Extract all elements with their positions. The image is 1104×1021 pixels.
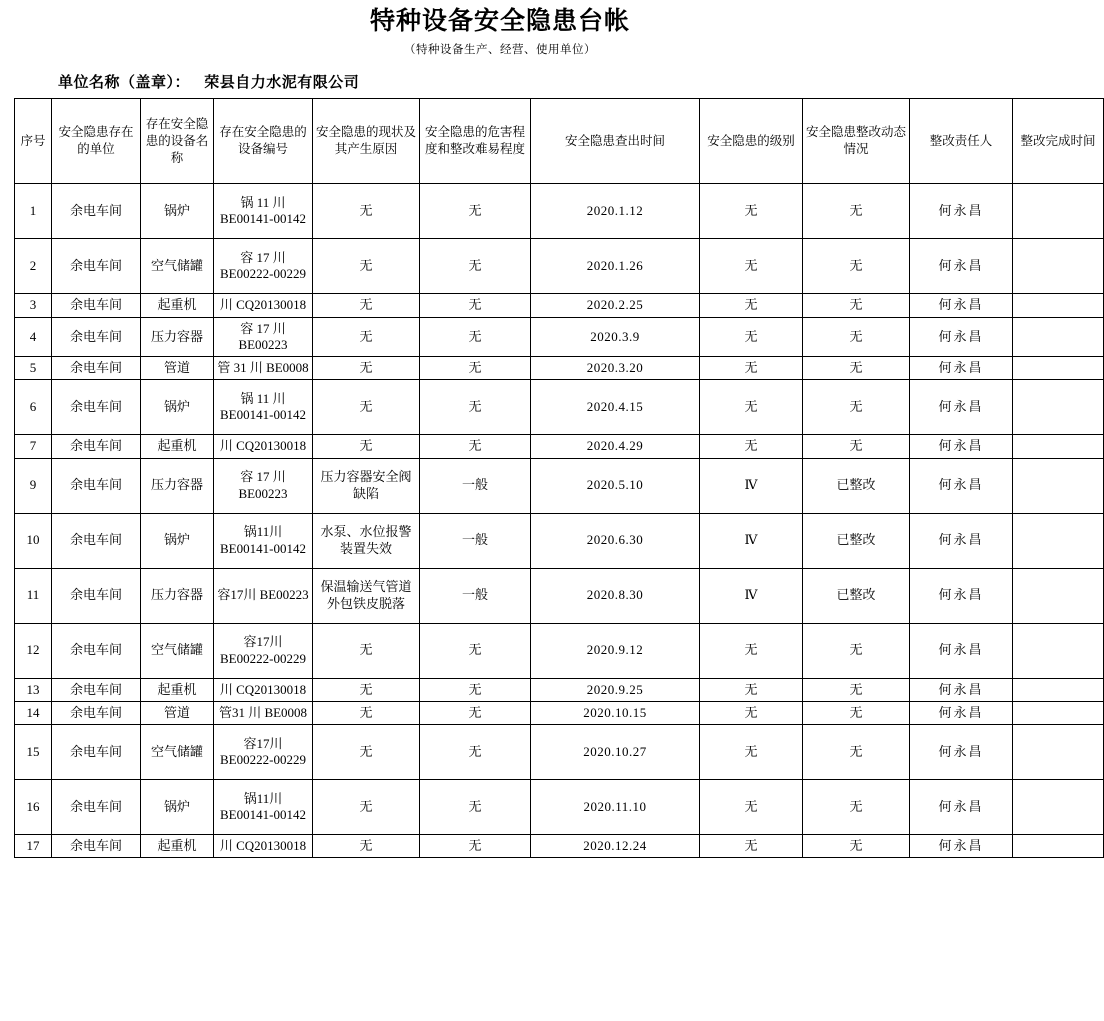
cell-person: 何永昌 (910, 701, 1013, 724)
cell-equipment-no: 容 17 川 BE00223 (214, 317, 313, 357)
cell-seq: 14 (15, 701, 52, 724)
cell-seq: 7 (15, 435, 52, 458)
cell-seq: 17 (15, 835, 52, 858)
cell-status: 水泵、水位报警装置失效 (313, 513, 420, 568)
cell-level: 无 (700, 380, 803, 435)
cell-equipment: 锅炉 (141, 780, 214, 835)
cell-seq: 5 (15, 357, 52, 380)
cell-equipment-no: 容17川 BE00223 (214, 568, 313, 623)
cell-status: 无 (313, 701, 420, 724)
table-row (15, 678, 1104, 701)
cell-person: 何永昌 (910, 780, 1013, 835)
cell-seq: 16 (15, 780, 52, 835)
cell-done-time (1013, 678, 1104, 701)
cell-found-time: 2020.8.30 (531, 568, 700, 623)
cell-harm: 无 (420, 294, 531, 317)
cell-unit: 余电车间 (52, 568, 141, 623)
header-status-cause: 安全隐患的现状及其产生原因 (313, 99, 420, 184)
cell-seq: 6 (15, 380, 52, 435)
table-row (15, 294, 1104, 317)
cell-done-time (1013, 294, 1104, 317)
cell-harm: 无 (420, 357, 531, 380)
header-seq: 序号 (15, 99, 52, 184)
cell-seq: 2 (15, 239, 52, 294)
cell-found-time: 2020.5.10 (531, 458, 700, 513)
cell-person: 何永昌 (910, 835, 1013, 858)
header-level: 安全隐患的级别 (700, 99, 803, 184)
cell-found-time: 2020.10.15 (531, 701, 700, 724)
header-equipment-name: 存在安全隐患的设备名称 (141, 99, 214, 184)
cell-status: 无 (313, 725, 420, 780)
cell-equipment: 起重机 (141, 294, 214, 317)
cell-done-time (1013, 357, 1104, 380)
cell-status: 无 (313, 184, 420, 239)
cell-seq: 11 (15, 568, 52, 623)
cell-status: 无 (313, 357, 420, 380)
cell-harm: 无 (420, 725, 531, 780)
table-row (15, 568, 1104, 623)
table-row (15, 380, 1104, 435)
cell-equipment-no: 锅 11 川 BE00141-00142 (214, 380, 313, 435)
cell-harm: 无 (420, 835, 531, 858)
cell-person: 何永昌 (910, 458, 1013, 513)
unit-name-label: 单位名称（盖章）： (58, 75, 191, 92)
cell-dynamic: 无 (803, 317, 910, 357)
cell-found-time: 2020.11.10 (531, 780, 700, 835)
cell-harm: 一般 (420, 458, 531, 513)
cell-equipment: 管道 (141, 701, 214, 724)
cell-level: 无 (700, 357, 803, 380)
cell-harm: 无 (420, 701, 531, 724)
cell-equipment: 压力容器 (141, 458, 214, 513)
cell-level: 无 (700, 780, 803, 835)
cell-equipment-no: 川 CQ20130018 (214, 678, 313, 701)
cell-harm: 一般 (420, 513, 531, 568)
cell-unit: 余电车间 (52, 294, 141, 317)
cell-seq: 13 (15, 678, 52, 701)
cell-harm: 无 (420, 184, 531, 239)
cell-harm: 无 (420, 380, 531, 435)
cell-found-time: 2020.4.15 (531, 380, 700, 435)
cell-equipment: 锅炉 (141, 184, 214, 239)
cell-equipment: 锅炉 (141, 380, 214, 435)
cell-unit: 余电车间 (52, 317, 141, 357)
cell-person: 何永昌 (910, 317, 1013, 357)
cell-level: 无 (700, 317, 803, 357)
table-row (15, 435, 1104, 458)
cell-seq: 15 (15, 725, 52, 780)
cell-dynamic: 无 (803, 701, 910, 724)
cell-person: 何永昌 (910, 239, 1013, 294)
cell-found-time: 2020.1.26 (531, 239, 700, 294)
cell-harm: 无 (420, 780, 531, 835)
cell-dynamic: 无 (803, 623, 910, 678)
cell-equipment-no: 锅11川 BE00141-00142 (214, 780, 313, 835)
cell-status: 无 (313, 294, 420, 317)
cell-done-time (1013, 623, 1104, 678)
cell-unit: 余电车间 (52, 380, 141, 435)
cell-unit: 余电车间 (52, 357, 141, 380)
cell-status: 无 (313, 380, 420, 435)
cell-dynamic: 无 (803, 380, 910, 435)
cell-equipment-no: 川 CQ20130018 (214, 294, 313, 317)
cell-status: 压力容器安全阀缺陷 (313, 458, 420, 513)
cell-unit: 余电车间 (52, 725, 141, 780)
cell-dynamic: 已整改 (803, 568, 910, 623)
cell-done-time (1013, 435, 1104, 458)
cell-equipment: 空气储罐 (141, 725, 214, 780)
cell-equipment-no: 容 17 川 BE00223 (214, 458, 313, 513)
header-dynamic-status: 安全隐患整改动态情况 (803, 99, 910, 184)
table-row (15, 701, 1104, 724)
cell-harm: 无 (420, 678, 531, 701)
cell-seq: 4 (15, 317, 52, 357)
table-row (15, 623, 1104, 678)
cell-status: 无 (313, 780, 420, 835)
cell-equipment-no: 锅 11 川 BE00141-00142 (214, 184, 313, 239)
cell-equipment-no: 川 CQ20130018 (214, 835, 313, 858)
cell-dynamic: 无 (803, 835, 910, 858)
cell-level: 无 (700, 294, 803, 317)
cell-harm: 无 (420, 435, 531, 458)
document-subtitle: （特种设备生产、经营、使用单位） (404, 44, 596, 57)
cell-status: 无 (313, 835, 420, 858)
cell-person: 何永昌 (910, 678, 1013, 701)
unit-name-value: 荣县自力水泥有限公司 (204, 75, 360, 92)
cell-dynamic: 无 (803, 725, 910, 780)
cell-harm: 无 (420, 317, 531, 357)
cell-harm: 无 (420, 623, 531, 678)
table-row (15, 184, 1104, 239)
cell-equipment: 管道 (141, 357, 214, 380)
cell-equipment: 锅炉 (141, 513, 214, 568)
table-row (15, 458, 1104, 513)
table-row (15, 317, 1104, 357)
cell-harm: 一般 (420, 568, 531, 623)
cell-level: 无 (700, 184, 803, 239)
cell-done-time (1013, 458, 1104, 513)
table-row (15, 239, 1104, 294)
cell-person: 何永昌 (910, 568, 1013, 623)
unit-name-line (58, 71, 986, 92)
cell-harm: 无 (420, 239, 531, 294)
cell-done-time (1013, 835, 1104, 858)
cell-done-time (1013, 513, 1104, 568)
cell-level: 无 (700, 701, 803, 724)
cell-seq: 12 (15, 623, 52, 678)
cell-dynamic: 无 (803, 239, 910, 294)
table-row (15, 357, 1104, 380)
cell-level: Ⅳ (700, 458, 803, 513)
cell-level: 无 (700, 678, 803, 701)
cell-found-time: 2020.6.30 (531, 513, 700, 568)
cell-seq: 9 (15, 458, 52, 513)
cell-unit: 余电车间 (52, 184, 141, 239)
table-body (15, 184, 1104, 858)
cell-status: 无 (313, 623, 420, 678)
cell-done-time (1013, 568, 1104, 623)
cell-person: 何永昌 (910, 623, 1013, 678)
table-header (15, 99, 1104, 184)
header-responsible-person: 整改责任人 (910, 99, 1013, 184)
header-row (15, 99, 1104, 184)
cell-done-time (1013, 380, 1104, 435)
cell-dynamic: 无 (803, 780, 910, 835)
cell-seq: 1 (15, 184, 52, 239)
cell-seq: 10 (15, 513, 52, 568)
cell-found-time: 2020.3.20 (531, 357, 700, 380)
cell-found-time: 2020.9.12 (531, 623, 700, 678)
cell-status: 无 (313, 317, 420, 357)
cell-level: 无 (700, 435, 803, 458)
cell-equipment-no: 容17川 BE00222-00229 (214, 725, 313, 780)
table-row (15, 725, 1104, 780)
cell-person: 何永昌 (910, 184, 1013, 239)
cell-level: 无 (700, 835, 803, 858)
cell-unit: 余电车间 (52, 835, 141, 858)
header-found-time: 安全隐患查出时间 (531, 99, 700, 184)
cell-equipment: 起重机 (141, 678, 214, 701)
header-harm-degree: 安全隐患的危害程度和整改难易程度 (420, 99, 531, 184)
cell-dynamic: 无 (803, 184, 910, 239)
cell-unit: 余电车间 (52, 239, 141, 294)
cell-person: 何永昌 (910, 725, 1013, 780)
table-row (15, 835, 1104, 858)
cell-person: 何永昌 (910, 294, 1013, 317)
cell-dynamic: 无 (803, 294, 910, 317)
cell-equipment-no: 管 31 川 BE0008 (214, 357, 313, 380)
cell-person: 何永昌 (910, 357, 1013, 380)
cell-unit: 余电车间 (52, 623, 141, 678)
cell-dynamic: 无 (803, 678, 910, 701)
cell-level: Ⅳ (700, 513, 803, 568)
cell-dynamic: 已整改 (803, 458, 910, 513)
cell-level: 无 (700, 623, 803, 678)
table-row (15, 513, 1104, 568)
cell-equipment: 空气储罐 (141, 239, 214, 294)
cell-status: 无 (313, 678, 420, 701)
cell-dynamic: 已整改 (803, 513, 910, 568)
header-equipment-no: 存在安全隐患的设备编号 (214, 99, 313, 184)
cell-equipment: 起重机 (141, 435, 214, 458)
cell-unit: 余电车间 (52, 458, 141, 513)
cell-unit: 余电车间 (52, 513, 141, 568)
table-row (15, 780, 1104, 835)
cell-person: 何永昌 (910, 435, 1013, 458)
header-unit: 安全隐患存在的单位 (52, 99, 141, 184)
cell-equipment: 起重机 (141, 835, 214, 858)
cell-level: 无 (700, 239, 803, 294)
cell-level: Ⅳ (700, 568, 803, 623)
cell-equipment-no: 锅11川 BE00141-00142 (214, 513, 313, 568)
cell-person: 何永昌 (910, 380, 1013, 435)
cell-found-time: 2020.4.29 (531, 435, 700, 458)
cell-unit: 余电车间 (52, 780, 141, 835)
cell-equipment-no: 容17川 BE00222-00229 (214, 623, 313, 678)
header-done-time: 整改完成时间 (1013, 99, 1104, 184)
cell-equipment-no: 管31 川 BE0008 (214, 701, 313, 724)
cell-equipment: 压力容器 (141, 568, 214, 623)
cell-found-time: 2020.12.24 (531, 835, 700, 858)
cell-equipment-no: 容 17 川 BE00222-00229 (214, 239, 313, 294)
cell-done-time (1013, 780, 1104, 835)
cell-found-time: 2020.2.25 (531, 294, 700, 317)
cell-dynamic: 无 (803, 435, 910, 458)
cell-done-time (1013, 725, 1104, 780)
cell-equipment: 压力容器 (141, 317, 214, 357)
cell-dynamic: 无 (803, 357, 910, 380)
document-page (0, 6, 1096, 1021)
document-title: 特种设备安全隐患台帐 (369, 7, 630, 35)
cell-unit: 余电车间 (52, 701, 141, 724)
cell-found-time: 2020.9.25 (531, 678, 700, 701)
cell-level: 无 (700, 725, 803, 780)
cell-status: 无 (313, 239, 420, 294)
cell-found-time: 2020.10.27 (531, 725, 700, 780)
cell-done-time (1013, 239, 1104, 294)
cell-found-time: 2020.3.9 (531, 317, 700, 357)
cell-found-time: 2020.1.12 (531, 184, 700, 239)
cell-equipment-no: 川 CQ20130018 (214, 435, 313, 458)
cell-done-time (1013, 701, 1104, 724)
cell-done-time (1013, 184, 1104, 239)
cell-unit: 余电车间 (52, 435, 141, 458)
cell-status: 保温输送气管道外包铁皮脱落 (313, 568, 420, 623)
cell-unit: 余电车间 (52, 678, 141, 701)
cell-person: 何永昌 (910, 513, 1013, 568)
cell-equipment: 空气储罐 (141, 623, 214, 678)
cell-seq: 3 (15, 294, 52, 317)
cell-status: 无 (313, 435, 420, 458)
cell-done-time (1013, 317, 1104, 357)
hazard-ledger-table (14, 98, 1104, 858)
